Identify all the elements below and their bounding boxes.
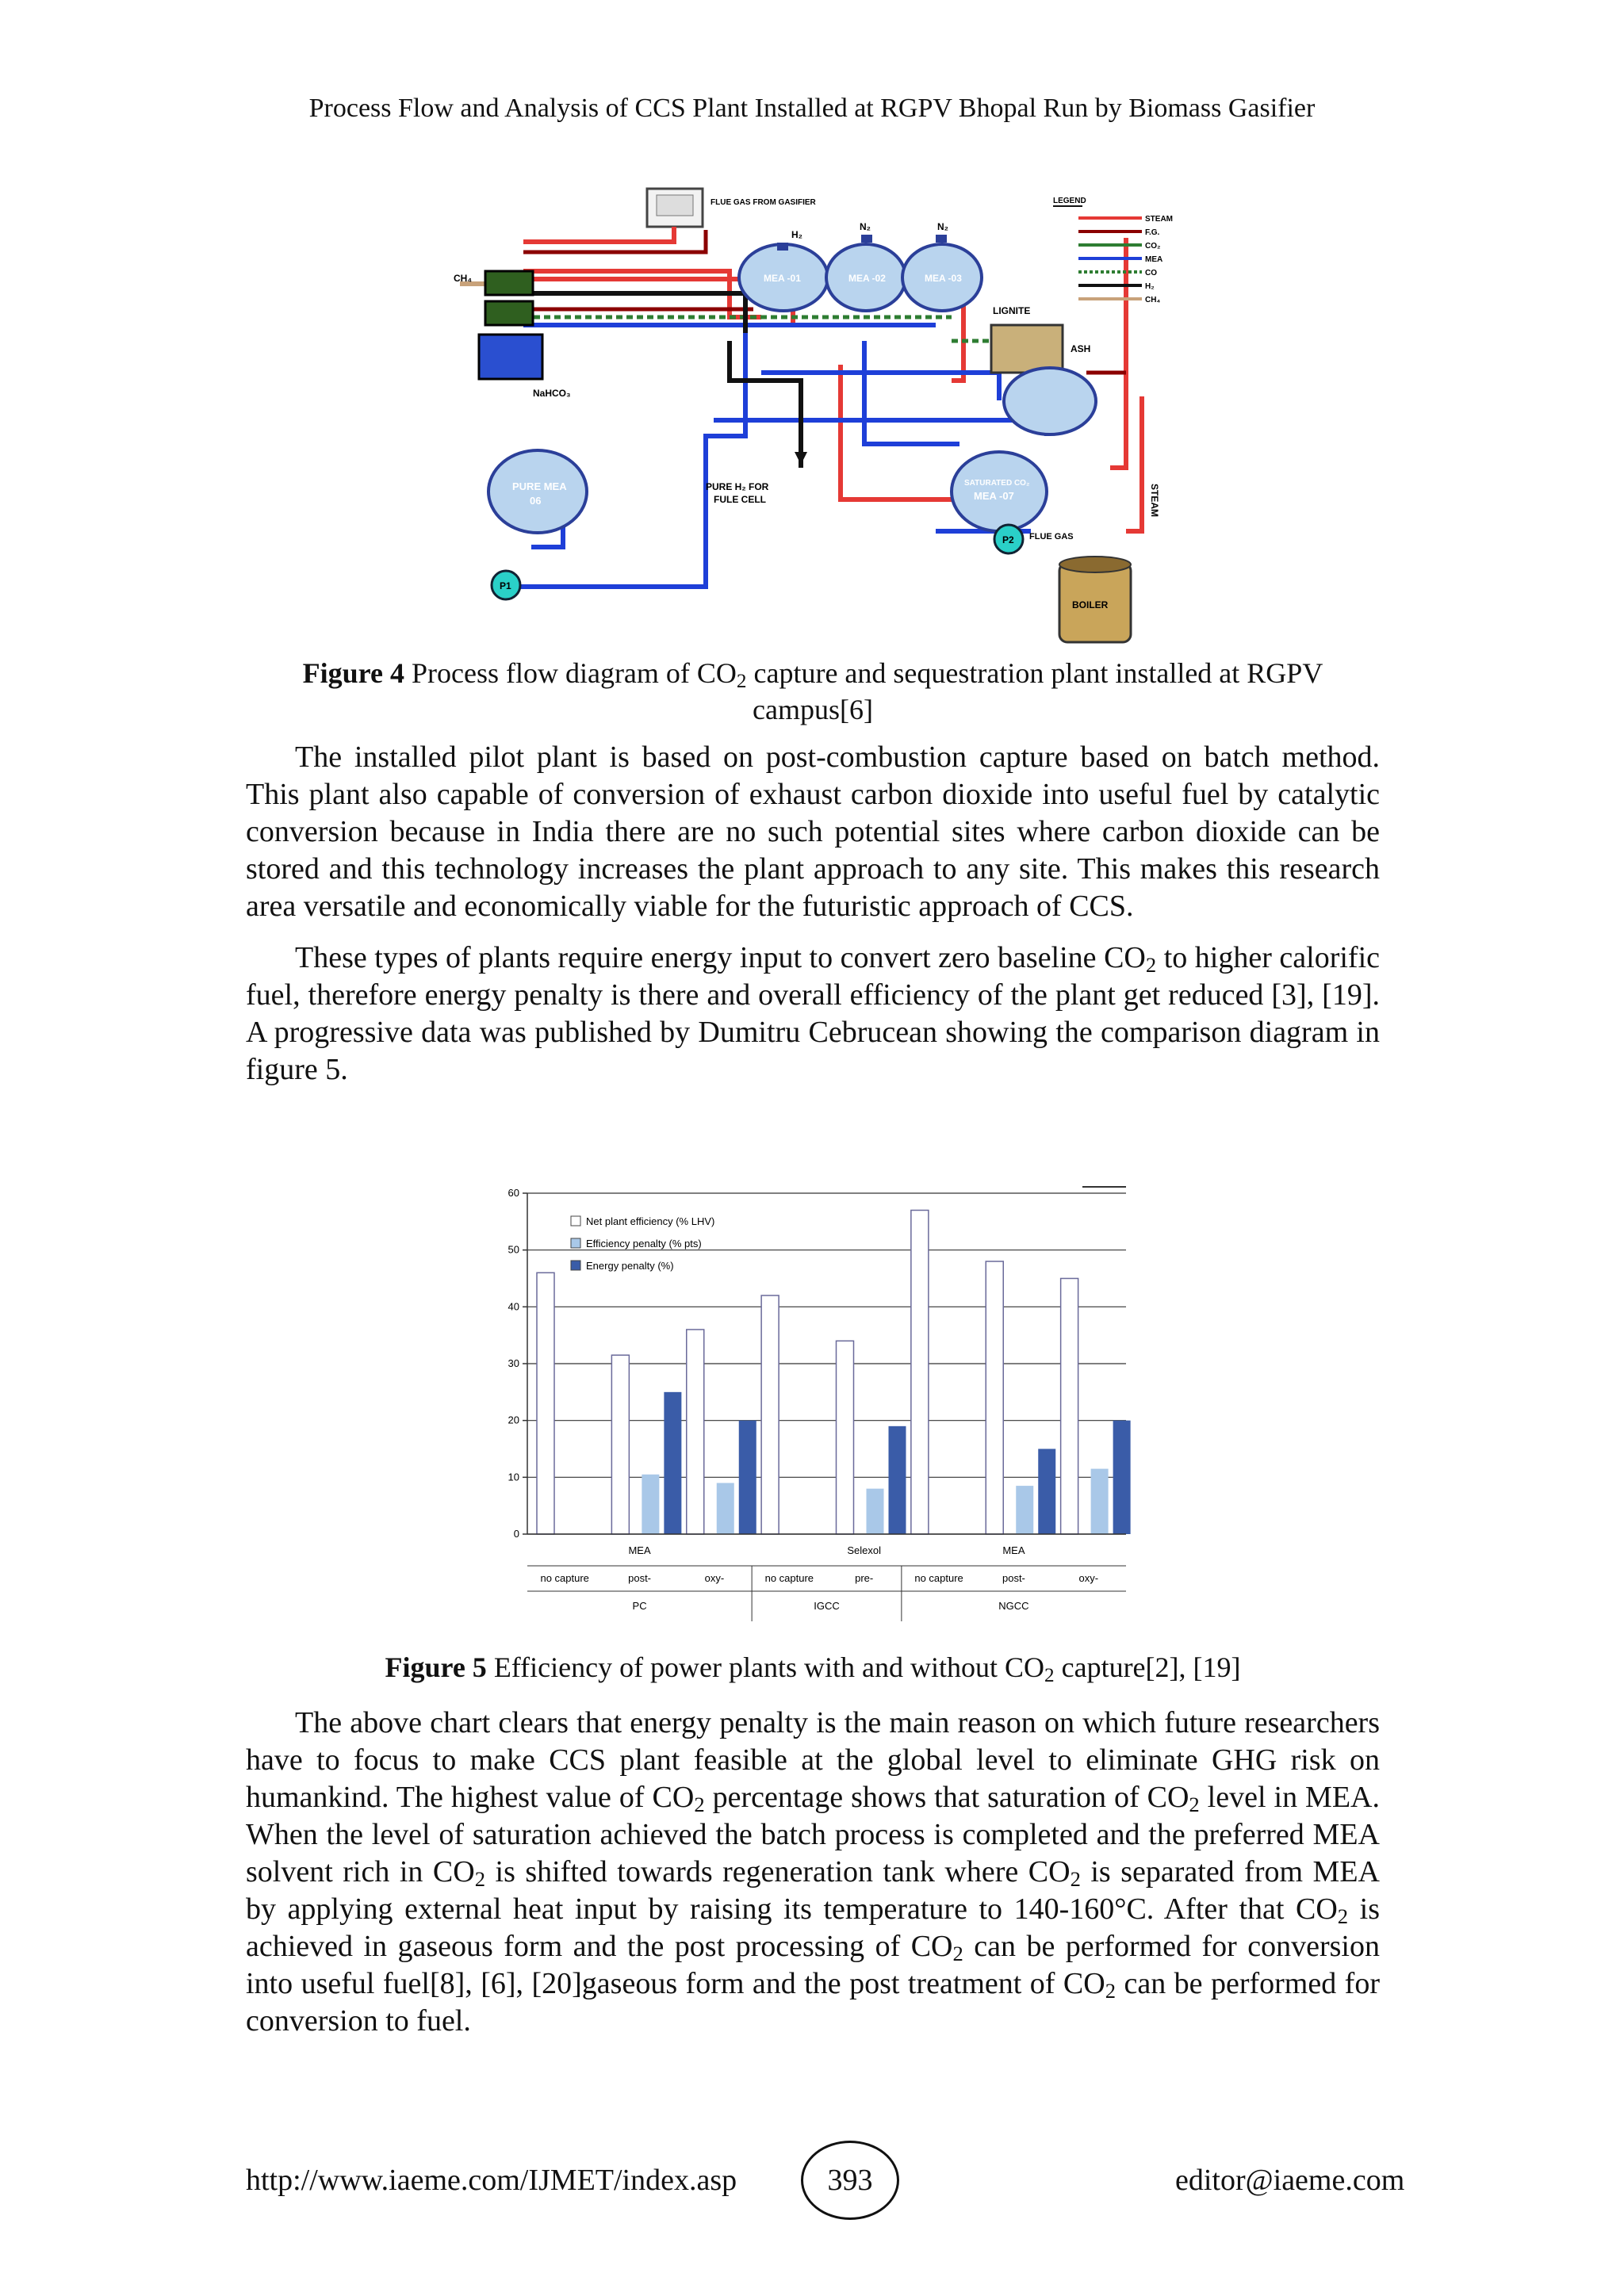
bar-net-efficiency <box>537 1272 554 1534</box>
bar-efficiency-penalty <box>1091 1469 1109 1534</box>
y-tick-label: 10 <box>508 1471 519 1483</box>
n2-label-b: N₂ <box>937 221 948 232</box>
pure-h2-label: PURE H₂ FOR <box>706 481 769 492</box>
pure-mea-label: PURE MEA <box>512 480 567 492</box>
process-flow-diagram <box>444 182 1189 650</box>
paragraph-2: These types of plants require energy input to convert zero baseline $CO_2$ to higher calorific fuel, therefore energy penalty is there and overall efficiency of the plant get reduced [3], [19]. A progressive data was published by Dumitru Cebrucean showing the comparison diagram in figure 5. <box>246 941 1380 1086</box>
n2-label-a: N₂ <box>860 221 871 232</box>
bar-energy-penalty <box>664 1392 681 1534</box>
plant-group-label: NGCC <box>998 1600 1029 1612</box>
steam-vertical-label: STEAM <box>1149 484 1160 517</box>
label-flue-gas-gasifier: FLUE GAS FROM GASIFIER <box>710 198 816 207</box>
bar-energy-penalty <box>889 1426 906 1534</box>
y-tick-label: 20 <box>508 1414 519 1426</box>
legend-swatch <box>571 1216 580 1226</box>
figure-4-caption: Figure 4 Process flow diagram of $CO_2$ capture and sequestration plant installed at RGPV campus[6] <box>302 657 1323 725</box>
legend-mea: MEA <box>1145 255 1163 264</box>
pump-p1-label: P1 <box>500 580 511 591</box>
methanation-box-1 <box>485 271 533 295</box>
x-category-label: no capture <box>914 1572 963 1584</box>
saturated-label: SATURATED CO₂ <box>964 479 1030 488</box>
y-tick-label: 40 <box>508 1300 519 1313</box>
legend-title: LEGEND <box>1053 197 1086 205</box>
y-tick-label: 50 <box>508 1243 519 1256</box>
lignite-gasifier <box>991 325 1063 373</box>
legend-fg: F.G. <box>1145 228 1160 237</box>
bar-efficiency-penalty <box>1016 1486 1033 1534</box>
bar-efficiency-penalty <box>642 1475 659 1534</box>
capture-tech-label: Selexol <box>847 1544 882 1556</box>
paragraph-1: The installed pilot plant is based on post-combustion capture based on batch method. This plant also capable of conversion of exhaust carbon dioxide into useful fuel by catalytic conversion because in India there are no such potential sites where carbon dioxide can be stored and this technology increases the plant approach to any site. This makes this research area versatile and economically viable for the futuristic approach of CCS. <box>246 740 1380 923</box>
legend-steam: STEAM <box>1145 215 1173 224</box>
legend-swatch <box>571 1238 580 1248</box>
paragraph-3: The above chart clears that energy penalty is the main reason on which future researchers have to focus to make CCS plant feasible at the global level to eliminate GHG risk on humankind. The highest value of $CO_2$ percentage shows that saturation of $CO_2$ level in MEA. When the level of saturation achieved the batch process is completed and the preferred MEA solvent rich in $CO_2$ is shifted towards regeneration tank where $CO_2$ is separated from MEA by applying external heat input by raising its temperature to 140-160°C. After that $CO_2$ is achieved in gaseous form and the post processing of $CO_2$ can be performed for conversion into useful fuel[8], [6], [20]gaseous form and the post treatment of $CO_2$ can be performed for conversion to fuel. <box>246 1706 1380 2038</box>
legend-co: CO <box>1145 269 1157 277</box>
running-title: Process Flow and Analysis of CCS Plant Installed at RGPV Bhopal Run by Biomass Gasifier <box>308 94 1316 123</box>
bar-energy-penalty <box>739 1421 756 1534</box>
bar-efficiency-penalty <box>867 1489 884 1534</box>
bar-net-efficiency <box>611 1355 629 1534</box>
capture-tech-label: MEA <box>1002 1544 1025 1556</box>
plant-group-label: IGCC <box>814 1600 840 1612</box>
mea-07-label: MEA -07 <box>974 490 1014 502</box>
x-category-label: no capture <box>764 1572 814 1584</box>
body-text-bottom <box>246 1705 1380 2054</box>
bar-energy-penalty <box>1113 1421 1131 1534</box>
pure-mea-num: 06 <box>530 495 542 507</box>
bar-energy-penalty <box>1038 1449 1055 1535</box>
efficiency-bar-chart <box>496 1177 1138 1621</box>
boiler-label: BOILER <box>1072 599 1109 610</box>
page-number: 393 <box>801 2141 899 2220</box>
figure-4-label: Figure 4 <box>302 657 404 689</box>
ch4-label: CH₄ <box>454 273 473 284</box>
legend-lines <box>1078 218 1142 299</box>
body-text-top <box>246 739 1380 1103</box>
figure-5-label: Figure 5 <box>385 1651 487 1683</box>
footer-email[interactable]: editor@iaeme.com <box>1175 2164 1405 2197</box>
legend-label: Net plant efficiency (% LHV) <box>586 1215 715 1227</box>
legend-co2: CO₂ <box>1145 242 1161 251</box>
legend-swatch <box>571 1261 580 1270</box>
pump-p2-label: P2 <box>1002 534 1014 545</box>
bar-net-efficiency <box>911 1211 929 1535</box>
bar-net-efficiency <box>761 1295 779 1534</box>
bar-net-efficiency <box>1061 1279 1078 1535</box>
mea-03-label: MEA -03 <box>925 273 962 284</box>
legend-label: Energy penalty (%) <box>586 1260 674 1272</box>
y-tick-label: 30 <box>508 1357 519 1369</box>
mea-02-label: MEA -02 <box>848 273 886 284</box>
plant-group-label: PC <box>632 1600 647 1612</box>
flue-gas-label: FLUE GAS <box>1029 532 1074 541</box>
x-category-label: no capture <box>540 1572 589 1584</box>
bar-net-efficiency <box>837 1341 854 1534</box>
capture-tech-label: MEA <box>628 1544 651 1556</box>
fule-cell-label: FULE CELL <box>714 494 766 505</box>
bar-efficiency-penalty <box>717 1483 734 1535</box>
mea-01-label: MEA -01 <box>764 273 801 284</box>
methanation-box-2 <box>485 301 533 325</box>
ash-label: ASH <box>1071 343 1091 354</box>
x-category-label: oxy- <box>1078 1572 1099 1584</box>
co2-scrubber-box <box>479 335 542 379</box>
legend-h2: H₂ <box>1145 282 1155 291</box>
lignite-label: LIGNITE <box>993 305 1031 316</box>
bar-net-efficiency <box>687 1330 704 1534</box>
figure-5-caption: Figure 5 Efficiency of power plants with and without $CO_2$ capture[2], [19] <box>385 1651 1241 1686</box>
legend-label: Efficiency penalty (% pts) <box>586 1238 702 1249</box>
x-category-label: pre- <box>855 1572 874 1584</box>
y-tick-label: 0 <box>513 1528 519 1540</box>
bar-net-efficiency <box>986 1261 1003 1534</box>
nahco3-label: NaHCO₃ <box>533 388 571 399</box>
x-category-label: post- <box>1002 1572 1025 1584</box>
footer-url[interactable]: http://www.iaeme.com/IJMET/index.asp <box>246 2164 737 2197</box>
y-tick-label: 60 <box>508 1187 519 1199</box>
legend-ch4: CH₄ <box>1145 296 1161 304</box>
h2-label: H₂ <box>791 229 802 240</box>
x-category-label: oxy- <box>704 1572 725 1584</box>
x-category-label: post- <box>628 1572 652 1584</box>
stripper-tank <box>1004 368 1096 434</box>
